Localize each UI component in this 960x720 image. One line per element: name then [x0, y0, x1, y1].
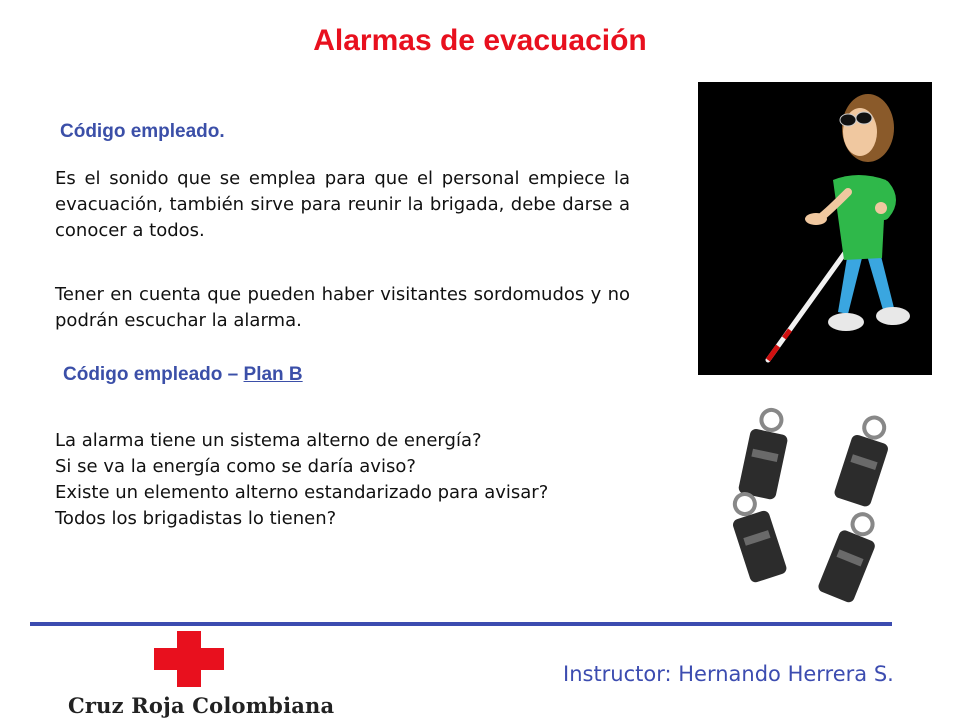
- question-line: Si se va la energía como se daría aviso?: [55, 456, 416, 477]
- blind-man-illustration: [698, 82, 932, 375]
- section-heading-code: Código empleado.: [60, 121, 225, 142]
- whistles-illustration: [700, 400, 932, 622]
- slide-title: Alarmas de evacuación: [313, 24, 647, 57]
- plan-b-heading-prefix: Código empleado –: [63, 364, 244, 385]
- question-line: Existe un elemento alterno estandarizado para avisar?: [55, 482, 549, 503]
- question-line: Todos los brigadistas lo tienen?: [55, 508, 337, 529]
- organization-logo-text: Cruz Roja Colombiana: [68, 693, 335, 718]
- plan-b-link[interactable]: Plan B: [243, 364, 303, 385]
- footer-divider: [30, 622, 892, 626]
- section-heading-plan-b: [63, 364, 303, 386]
- instructor-name: Instructor: Hernando Herrera S.: [563, 662, 894, 686]
- paragraph-alarm-description: Es el sonido que se emplea para que el personal empiece la evacuación, también sirve para reunir la brigada, debe darse a conocer a todos.: [55, 168, 630, 241]
- red-cross-icon: [154, 631, 224, 687]
- question-line: La alarma tiene un sistema alterno de energía?: [55, 430, 482, 451]
- plan-b-questions: [55, 428, 548, 532]
- paragraph-deaf-visitors: Tener en cuenta que pueden haber visitantes sordomudos y no podrán escuchar la alarma.: [55, 284, 630, 331]
